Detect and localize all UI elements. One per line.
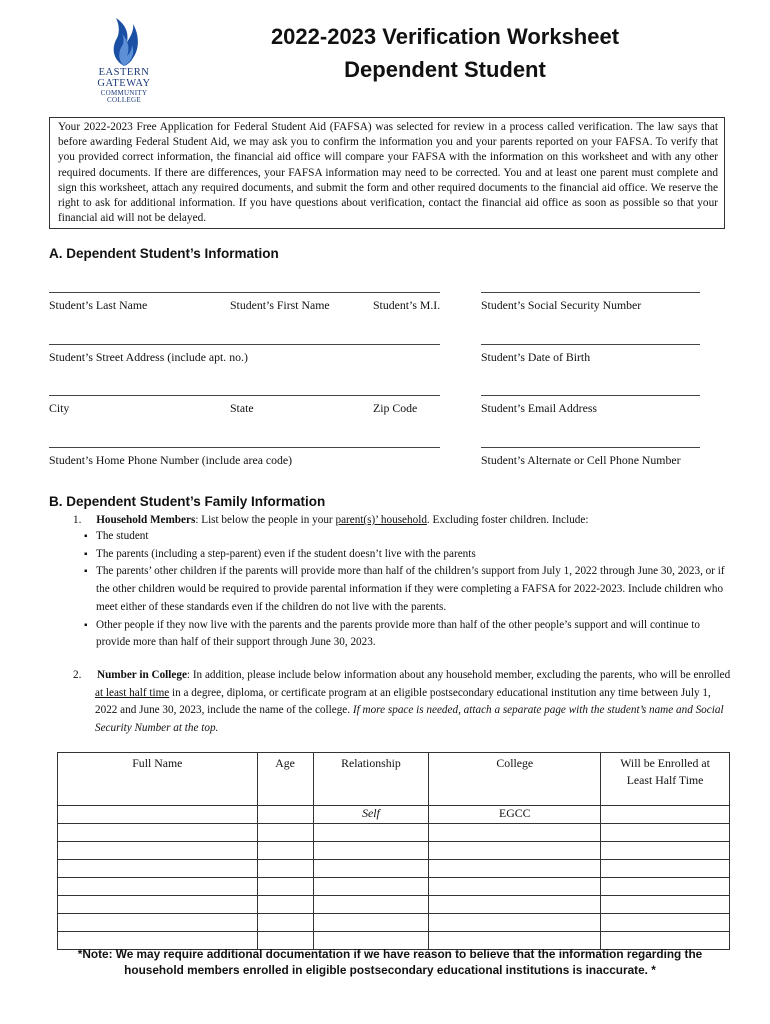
col-header-college: College [429, 753, 601, 806]
ssn-label: Student’s Social Security Number [481, 298, 642, 312]
footnote: *Note: We may require additional documentation if we have reason to believe that the information regarding the household members enrolled in eligible postsecondary educational institutions is inaccurate. * [77, 947, 703, 977]
table-cell[interactable] [313, 914, 429, 932]
table-cell[interactable] [58, 878, 258, 896]
flame-icon [107, 16, 141, 68]
table-cell[interactable] [429, 860, 601, 878]
table-cell[interactable] [313, 878, 429, 896]
item1-underlined: parent(s)’ household [335, 514, 427, 526]
item2-text-a: : In addition, please include below information about any household member, excluding the parents, who will be enrolled [186, 669, 731, 681]
table-cell[interactable] [313, 824, 429, 842]
table-cell[interactable] [58, 824, 258, 842]
table-row [58, 878, 730, 896]
table-cell[interactable] [429, 824, 601, 842]
table-row [58, 842, 730, 860]
table-row [58, 896, 730, 914]
section-a-heading: A. Dependent Student’s Information [49, 246, 279, 261]
col-header-age: Age [257, 753, 313, 806]
home-phone-label: Student’s Home Phone Number (include area code) [49, 453, 293, 467]
item2-title: Number in College [97, 669, 187, 681]
table-cell[interactable] [601, 860, 730, 878]
table-cell[interactable] [257, 914, 313, 932]
table-cell[interactable] [257, 860, 313, 878]
table-cell[interactable] [257, 842, 313, 860]
table-cell[interactable]: Self [313, 806, 429, 824]
list-item: ▪ The parents’ other children if the parents will provide more than half of the children’s support from July 1, 2022 through June 30, 2023, or if the other children would be required to provide parental information if they were completing a FAFSA for 2022-2023. Include children who meet either of these standards even if the children do not live with the parents. [84, 563, 734, 616]
item1-title: Household Members [96, 514, 196, 526]
item2-underlined: at least half time [95, 686, 170, 699]
table-cell[interactable] [257, 896, 313, 914]
list-item: ▪ The parents (including a step-parent) even if the student doesn’t live with the parents [84, 546, 734, 564]
logo-line-community-college: COMMUNITY COLLEGE [100, 89, 148, 104]
ssn-fill-line[interactable] [481, 292, 700, 293]
table-cell[interactable] [429, 914, 601, 932]
table-cell[interactable] [257, 878, 313, 896]
list-item: ▪ The student [84, 528, 734, 546]
table-cell[interactable] [429, 896, 601, 914]
table-cell[interactable] [58, 806, 258, 824]
email-fill-line[interactable] [481, 395, 700, 396]
state-label: State [230, 401, 254, 415]
name-fill-line[interactable] [49, 292, 440, 293]
first-name-label: Student’s First Name [230, 298, 330, 312]
section-b-heading: B. Dependent Student’s Family Information [49, 494, 326, 509]
table-cell[interactable]: EGCC [429, 806, 601, 824]
table-cell[interactable] [601, 824, 730, 842]
table-cell[interactable] [313, 842, 429, 860]
table-cell[interactable] [58, 914, 258, 932]
table-cell[interactable] [58, 896, 258, 914]
item2-number: 2. [73, 669, 82, 681]
city-label: City [49, 401, 70, 415]
item2-italic: If more space is needed, attach a separate page with the student’s name and Social Security Number at the top. [95, 704, 724, 734]
cell-phone-label: Student’s Alternate or Cell Phone Number [481, 453, 681, 467]
table-cell[interactable] [601, 896, 730, 914]
table-header-row [58, 753, 730, 806]
table-cell[interactable] [429, 842, 601, 860]
dob-fill-line[interactable] [481, 344, 700, 345]
page-subtitle: Dependent Student [344, 57, 546, 82]
item1-number: 1. [73, 514, 82, 526]
number-in-college-instruction [95, 667, 735, 737]
table-cell[interactable] [601, 878, 730, 896]
table-cell[interactable] [313, 860, 429, 878]
table-cell[interactable] [601, 806, 730, 824]
table-cell[interactable] [257, 824, 313, 842]
last-name-label: Student’s Last Name [49, 298, 148, 312]
street-label: Student’s Street Address (include apt. no.) [49, 350, 248, 364]
col-header-relationship: Relationship [313, 753, 429, 806]
col-header-full-name: Full Name [58, 753, 258, 806]
table-cell[interactable] [58, 842, 258, 860]
table-cell[interactable] [313, 896, 429, 914]
logo-line-gateway: GATEWAY [97, 77, 151, 89]
item1-text-b: . Excluding foster children. Include: [426, 514, 589, 526]
list-item: ▪ Other people if they now live with the parents and the parents provide more than half of the other people’s support and will continue to provide more than half of their support through June 30, 2023. [84, 617, 734, 652]
household-members-list [84, 528, 734, 652]
household-members-table [57, 752, 730, 950]
street-fill-line[interactable] [49, 344, 440, 345]
logo-line-eastern: EASTERN [98, 67, 150, 78]
zip-label: Zip Code [373, 401, 418, 415]
table-row [58, 860, 730, 878]
item2-text-b: in a degree, diploma, or certificate program at an eligible postsecondary educational institution any time between July 1, 2022 and June 30, 2023, include the name of the college. [95, 686, 711, 716]
city-fill-line[interactable] [49, 395, 440, 396]
dob-label: Student’s Date of Birth [481, 350, 591, 364]
home-phone-fill-line[interactable] [49, 447, 440, 448]
item1-text-a: : List below the people in your [195, 514, 336, 526]
intro-box: Your 2022-2023 Free Application for Federal Student Aid (FAFSA) was selected for review in a process called verification. The law says that before awarding Federal Student Aid, we may ask you to confirm the information you and your parents reported on your FAFSA. To verify that you provided correct information, the financial aid office will compare your FAFSA with the information on this worksheet and with any other required documents. If there are differences, your FAFSA information may need to be corrected. You and at least one parent must complete and sign this worksheet, attach any required documents, and submit the form and other required documents to the financial aid office. We reserve the right to ask for additional information. If you have questions about verification, contact the financial aid office as soon as possible so that your financial aid will not be delayed. [49, 117, 725, 229]
table-row [58, 914, 730, 932]
table-row [58, 806, 730, 824]
email-label: Student’s Email Address [481, 401, 597, 415]
cell-phone-fill-line[interactable] [481, 447, 700, 448]
table-row [58, 824, 730, 842]
table-cell[interactable] [429, 878, 601, 896]
table-cell[interactable] [58, 860, 258, 878]
table-cell[interactable] [601, 842, 730, 860]
table-cell[interactable] [257, 806, 313, 824]
table-cell[interactable] [601, 914, 730, 932]
household-members-instruction [73, 512, 733, 530]
college-logo [96, 16, 152, 104]
col-header-enrolled-half-time: Will be Enrolled at Least Half Time [601, 753, 730, 806]
page-title: 2022-2023 Verification Worksheet [270, 24, 620, 49]
mi-label: Student’s M.I. [373, 298, 441, 312]
